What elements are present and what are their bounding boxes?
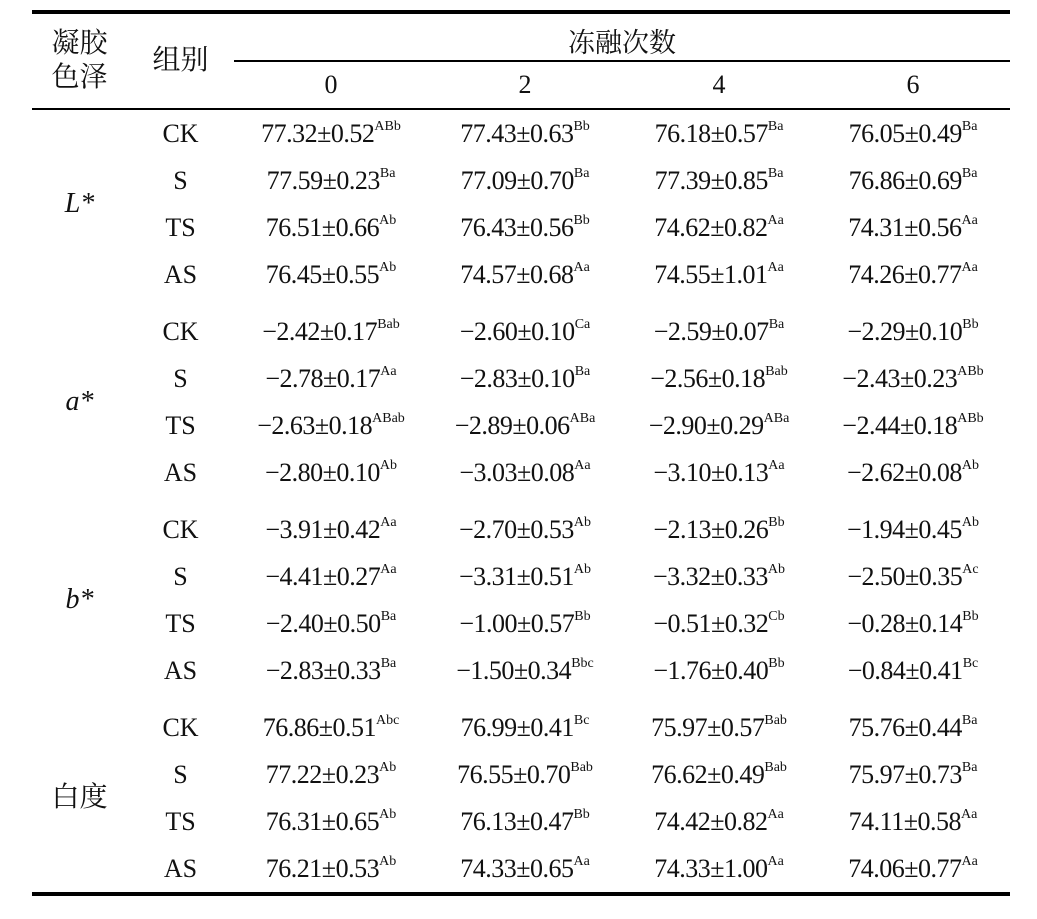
mean-sd-value: −2.60±0.10 bbox=[459, 316, 575, 346]
mean-sd-value: −2.43±0.23 bbox=[842, 363, 958, 393]
significance-letters: Ab bbox=[573, 514, 592, 530]
significance-letters: ABab bbox=[372, 410, 405, 426]
mean-sd-value: −0.28±0.14 bbox=[847, 608, 963, 638]
table-row bbox=[32, 157, 1010, 204]
significance-letters: Ba bbox=[379, 165, 396, 181]
table-row bbox=[32, 251, 1010, 298]
value-cell bbox=[234, 355, 428, 402]
mean-sd-value: −2.56±0.18 bbox=[650, 363, 766, 393]
section-spacer bbox=[32, 496, 1010, 506]
table-row bbox=[32, 600, 1010, 647]
value-cell bbox=[816, 251, 1010, 298]
value-cell bbox=[622, 647, 816, 694]
mean-sd-value: 76.43±0.56 bbox=[460, 212, 574, 242]
mean-sd-value: −2.29±0.10 bbox=[847, 316, 963, 346]
value-cell bbox=[816, 751, 1010, 798]
mean-sd-value: 76.21±0.53 bbox=[265, 853, 380, 883]
value-cell bbox=[428, 402, 622, 449]
table-row bbox=[32, 204, 1010, 251]
table-body bbox=[32, 109, 1010, 894]
significance-letters: Ab bbox=[379, 806, 397, 822]
group-label: S bbox=[173, 363, 188, 393]
mean-sd-value: −1.50±0.34 bbox=[456, 655, 572, 685]
value-cell bbox=[428, 506, 622, 553]
significance-letters: Ab bbox=[379, 212, 397, 228]
significance-letters: ABa bbox=[763, 410, 790, 426]
significance-letters: Aa bbox=[767, 259, 784, 275]
significance-letters: Aa bbox=[961, 853, 978, 869]
value-cell bbox=[234, 251, 428, 298]
significance-letters: Aa bbox=[574, 457, 591, 473]
mean-sd-value: 74.11±0.58 bbox=[848, 806, 961, 836]
significance-letters: Aa bbox=[573, 853, 590, 869]
table-row bbox=[32, 402, 1010, 449]
mean-sd-value: 76.86±0.69 bbox=[848, 165, 962, 195]
value-cell bbox=[816, 402, 1010, 449]
attribute-label: b* bbox=[65, 584, 94, 615]
value-cell bbox=[816, 308, 1010, 355]
significance-letters: Ba bbox=[767, 118, 784, 134]
mean-sd-value: 77.39±0.85 bbox=[654, 165, 768, 195]
value-cell bbox=[428, 553, 622, 600]
value-cell bbox=[816, 157, 1010, 204]
attribute-header-line2: 色泽 bbox=[51, 62, 108, 93]
significance-letters: Bb bbox=[962, 608, 979, 624]
group-label: CK bbox=[162, 712, 199, 742]
table-row bbox=[32, 308, 1010, 355]
value-cell bbox=[816, 449, 1010, 496]
mean-sd-value: −2.42±0.17 bbox=[262, 316, 378, 346]
significance-letters: Ab bbox=[379, 853, 397, 869]
group-label: AS bbox=[163, 259, 198, 289]
section-spacer bbox=[32, 298, 1010, 308]
value-cell bbox=[622, 157, 816, 204]
mean-sd-value: −2.78±0.17 bbox=[265, 363, 381, 393]
group-label: S bbox=[173, 561, 188, 591]
mean-sd-value: 76.51±0.66 bbox=[265, 212, 380, 242]
significance-letters: Ba bbox=[380, 655, 397, 671]
mean-sd-value: −3.91±0.42 bbox=[265, 514, 381, 544]
significance-letters: Bb bbox=[768, 514, 785, 530]
significance-letters: Aa bbox=[767, 853, 784, 869]
table-row bbox=[32, 798, 1010, 845]
group-label: TS bbox=[165, 410, 196, 440]
significance-letters: Bab bbox=[377, 316, 400, 332]
group-label: S bbox=[173, 759, 188, 789]
mean-sd-value: 77.32±0.52 bbox=[261, 118, 375, 148]
table-row bbox=[32, 553, 1010, 600]
significance-letters: ABb bbox=[374, 118, 401, 134]
value-cell bbox=[234, 600, 428, 647]
significance-letters: Bc bbox=[573, 712, 590, 728]
value-cell bbox=[234, 506, 428, 553]
value-cell bbox=[428, 449, 622, 496]
value-cell bbox=[428, 600, 622, 647]
significance-letters: Ab bbox=[573, 561, 592, 577]
mean-sd-value: 76.13±0.47 bbox=[460, 806, 574, 836]
significance-letters: Bb bbox=[574, 608, 591, 624]
significance-letters: Bb bbox=[573, 806, 590, 822]
attribute-label: a* bbox=[65, 386, 94, 417]
mean-sd-value: −1.94±0.45 bbox=[846, 514, 962, 544]
significance-letters: Ab bbox=[379, 759, 397, 775]
value-cell bbox=[234, 109, 428, 157]
significance-letters: Ba bbox=[573, 165, 590, 181]
cycle-header: 2 bbox=[428, 61, 622, 109]
mean-sd-value: 76.55±0.70 bbox=[457, 759, 571, 789]
mean-sd-value: −2.50±0.35 bbox=[847, 561, 963, 591]
value-cell bbox=[816, 506, 1010, 553]
significance-letters: Cb bbox=[768, 608, 785, 624]
mean-sd-value: −2.63±0.18 bbox=[257, 410, 373, 440]
table-row bbox=[32, 751, 1010, 798]
table-header bbox=[32, 12, 1010, 109]
significance-letters: Aa bbox=[961, 259, 978, 275]
value-cell bbox=[428, 355, 622, 402]
value-cell bbox=[622, 204, 816, 251]
value-cell bbox=[428, 798, 622, 845]
significance-letters: Ba bbox=[767, 165, 784, 181]
mean-sd-value: 75.97±0.57 bbox=[651, 712, 765, 742]
mean-sd-value: −3.31±0.51 bbox=[458, 561, 574, 591]
significance-letters: Ab bbox=[961, 457, 980, 473]
group-label: AS bbox=[163, 457, 198, 487]
attribute-label: L* bbox=[64, 188, 95, 219]
mean-sd-value: 74.57±0.68 bbox=[460, 259, 574, 289]
significance-letters: Bbc bbox=[571, 655, 594, 671]
table-row bbox=[32, 449, 1010, 496]
significance-letters: Ba bbox=[380, 608, 397, 624]
value-cell bbox=[816, 845, 1010, 894]
value-cell bbox=[816, 798, 1010, 845]
significance-letters: Ba bbox=[961, 759, 978, 775]
mean-sd-value: 75.97±0.73 bbox=[848, 759, 962, 789]
mean-sd-value: −3.32±0.33 bbox=[652, 561, 768, 591]
value-cell bbox=[234, 704, 428, 751]
significance-letters: Aa bbox=[573, 259, 590, 275]
value-cell bbox=[622, 251, 816, 298]
significance-letters: Ab bbox=[379, 259, 397, 275]
freeze-thaw-header: 冻融次数 bbox=[234, 12, 1010, 61]
value-cell bbox=[816, 204, 1010, 251]
value-cell bbox=[428, 308, 622, 355]
significance-letters: Ab bbox=[961, 514, 980, 530]
significance-letters: Abc bbox=[375, 712, 400, 728]
group-label: CK bbox=[162, 316, 199, 346]
significance-letters: Ca bbox=[574, 316, 591, 332]
mean-sd-value: −2.13±0.26 bbox=[653, 514, 769, 544]
value-cell bbox=[234, 553, 428, 600]
value-cell bbox=[622, 308, 816, 355]
value-cell bbox=[622, 553, 816, 600]
group-header: 组别 bbox=[127, 12, 234, 109]
value-cell bbox=[622, 704, 816, 751]
mean-sd-value: 74.26±0.77 bbox=[848, 259, 962, 289]
value-cell bbox=[234, 751, 428, 798]
significance-letters: Bb bbox=[573, 118, 590, 134]
group-label: S bbox=[173, 165, 188, 195]
significance-letters: Aa bbox=[380, 514, 397, 530]
group-label: CK bbox=[162, 118, 199, 148]
significance-letters: Ab bbox=[379, 457, 398, 473]
mean-sd-value: −2.83±0.10 bbox=[459, 363, 575, 393]
table-row bbox=[32, 506, 1010, 553]
mean-sd-value: −4.41±0.27 bbox=[265, 561, 381, 591]
value-cell bbox=[234, 449, 428, 496]
mean-sd-value: 74.33±0.65 bbox=[460, 853, 574, 883]
significance-letters: Bab bbox=[764, 759, 787, 775]
significance-letters: Bb bbox=[768, 655, 785, 671]
significance-letters: ABb bbox=[957, 410, 984, 426]
mean-sd-value: −3.10±0.13 bbox=[653, 457, 769, 487]
group-label: TS bbox=[165, 608, 196, 638]
significance-letters: Ba bbox=[961, 712, 978, 728]
attribute-header-line1: 凝胶 bbox=[51, 28, 108, 59]
mean-sd-value: 74.06±0.77 bbox=[848, 853, 962, 883]
mean-sd-value: −0.51±0.32 bbox=[653, 608, 769, 638]
data-table bbox=[32, 10, 1010, 896]
mean-sd-value: 76.45±0.55 bbox=[265, 259, 380, 289]
value-cell bbox=[816, 355, 1010, 402]
group-label: AS bbox=[163, 655, 198, 685]
mean-sd-value: 76.31±0.65 bbox=[265, 806, 380, 836]
value-cell bbox=[816, 553, 1010, 600]
significance-letters: Bb bbox=[962, 316, 979, 332]
cycle-header: 0 bbox=[234, 61, 428, 109]
value-cell bbox=[234, 798, 428, 845]
value-cell bbox=[428, 751, 622, 798]
mean-sd-value: 74.42±0.82 bbox=[654, 806, 768, 836]
significance-letters: Bab bbox=[570, 759, 593, 775]
mean-sd-value: −2.90±0.29 bbox=[648, 410, 764, 440]
mean-sd-value: −2.80±0.10 bbox=[264, 457, 380, 487]
significance-letters: ABb bbox=[957, 363, 984, 379]
mean-sd-value: −2.89±0.06 bbox=[454, 410, 570, 440]
significance-letters: Bab bbox=[765, 363, 788, 379]
attribute-header bbox=[32, 12, 127, 109]
mean-sd-value: 76.62±0.49 bbox=[651, 759, 765, 789]
significance-letters: Aa bbox=[767, 212, 784, 228]
significance-letters: Ac bbox=[962, 561, 979, 577]
table-row bbox=[32, 109, 1010, 157]
mean-sd-value: 74.62±0.82 bbox=[654, 212, 768, 242]
value-cell bbox=[234, 402, 428, 449]
value-cell bbox=[622, 751, 816, 798]
group-label: CK bbox=[162, 514, 199, 544]
mean-sd-value: −2.62±0.08 bbox=[846, 457, 962, 487]
attribute-label: 白度 bbox=[32, 704, 127, 894]
significance-letters: Aa bbox=[768, 457, 785, 473]
table-row bbox=[32, 704, 1010, 751]
mean-sd-value: −2.70±0.53 bbox=[458, 514, 574, 544]
value-cell bbox=[428, 845, 622, 894]
value-cell bbox=[428, 109, 622, 157]
mean-sd-value: 77.43±0.63 bbox=[460, 118, 574, 148]
mean-sd-value: 76.05±0.49 bbox=[848, 118, 962, 148]
mean-sd-value: 77.09±0.70 bbox=[460, 165, 574, 195]
value-cell bbox=[622, 109, 816, 157]
mean-sd-value: −1.76±0.40 bbox=[653, 655, 769, 685]
value-cell bbox=[234, 845, 428, 894]
significance-letters: Ba bbox=[961, 165, 978, 181]
mean-sd-value: −2.44±0.18 bbox=[842, 410, 958, 440]
value-cell bbox=[428, 704, 622, 751]
value-cell bbox=[622, 506, 816, 553]
section-spacer bbox=[32, 694, 1010, 704]
mean-sd-value: 76.99±0.41 bbox=[460, 712, 574, 742]
significance-letters: Ba bbox=[768, 316, 785, 332]
mean-sd-value: 77.22±0.23 bbox=[265, 759, 380, 789]
value-cell bbox=[428, 647, 622, 694]
value-cell bbox=[816, 109, 1010, 157]
value-cell bbox=[622, 449, 816, 496]
value-cell bbox=[622, 845, 816, 894]
group-label: TS bbox=[165, 806, 196, 836]
value-cell bbox=[622, 402, 816, 449]
value-cell bbox=[622, 600, 816, 647]
significance-letters: Bab bbox=[764, 712, 787, 728]
mean-sd-value: −2.59±0.07 bbox=[653, 316, 769, 346]
value-cell bbox=[622, 798, 816, 845]
value-cell bbox=[234, 308, 428, 355]
mean-sd-value: −2.40±0.50 bbox=[265, 608, 381, 638]
group-label: TS bbox=[165, 212, 196, 242]
value-cell bbox=[816, 600, 1010, 647]
significance-letters: Ba bbox=[574, 363, 591, 379]
significance-letters: Aa bbox=[380, 561, 397, 577]
mean-sd-value: 74.31±0.56 bbox=[848, 212, 962, 242]
mean-sd-value: −0.84±0.41 bbox=[847, 655, 963, 685]
value-cell bbox=[234, 157, 428, 204]
mean-sd-value: 76.86±0.51 bbox=[262, 712, 376, 742]
table-row bbox=[32, 355, 1010, 402]
mean-sd-value: −3.03±0.08 bbox=[459, 457, 575, 487]
significance-letters: ABa bbox=[569, 410, 596, 426]
value-cell bbox=[428, 157, 622, 204]
significance-letters: Ba bbox=[961, 118, 978, 134]
value-cell bbox=[428, 251, 622, 298]
table-row bbox=[32, 647, 1010, 694]
significance-letters: Aa bbox=[767, 806, 784, 822]
value-cell bbox=[428, 204, 622, 251]
significance-letters: Aa bbox=[960, 806, 978, 822]
mean-sd-value: 74.33±1.00 bbox=[654, 853, 768, 883]
mean-sd-value: 77.59±0.23 bbox=[266, 165, 380, 195]
mean-sd-value: −1.00±0.57 bbox=[459, 608, 575, 638]
value-cell bbox=[234, 647, 428, 694]
group-label: AS bbox=[127, 845, 234, 894]
cycle-header: 6 bbox=[816, 61, 1010, 109]
significance-letters: Ab bbox=[767, 561, 786, 577]
mean-sd-value: 75.76±0.44 bbox=[848, 712, 962, 742]
value-cell bbox=[234, 204, 428, 251]
significance-letters: Bc bbox=[962, 655, 979, 671]
mean-sd-value: 76.18±0.57 bbox=[654, 118, 768, 148]
table-row bbox=[32, 845, 1010, 894]
value-cell bbox=[816, 647, 1010, 694]
significance-letters: Aa bbox=[961, 212, 978, 228]
mean-sd-value: 74.55±1.01 bbox=[654, 259, 768, 289]
value-cell bbox=[622, 355, 816, 402]
significance-letters: Bb bbox=[573, 212, 590, 228]
mean-sd-value: −2.83±0.33 bbox=[265, 655, 381, 685]
cycle-header: 4 bbox=[622, 61, 816, 109]
significance-letters: Aa bbox=[380, 363, 397, 379]
value-cell bbox=[816, 704, 1010, 751]
